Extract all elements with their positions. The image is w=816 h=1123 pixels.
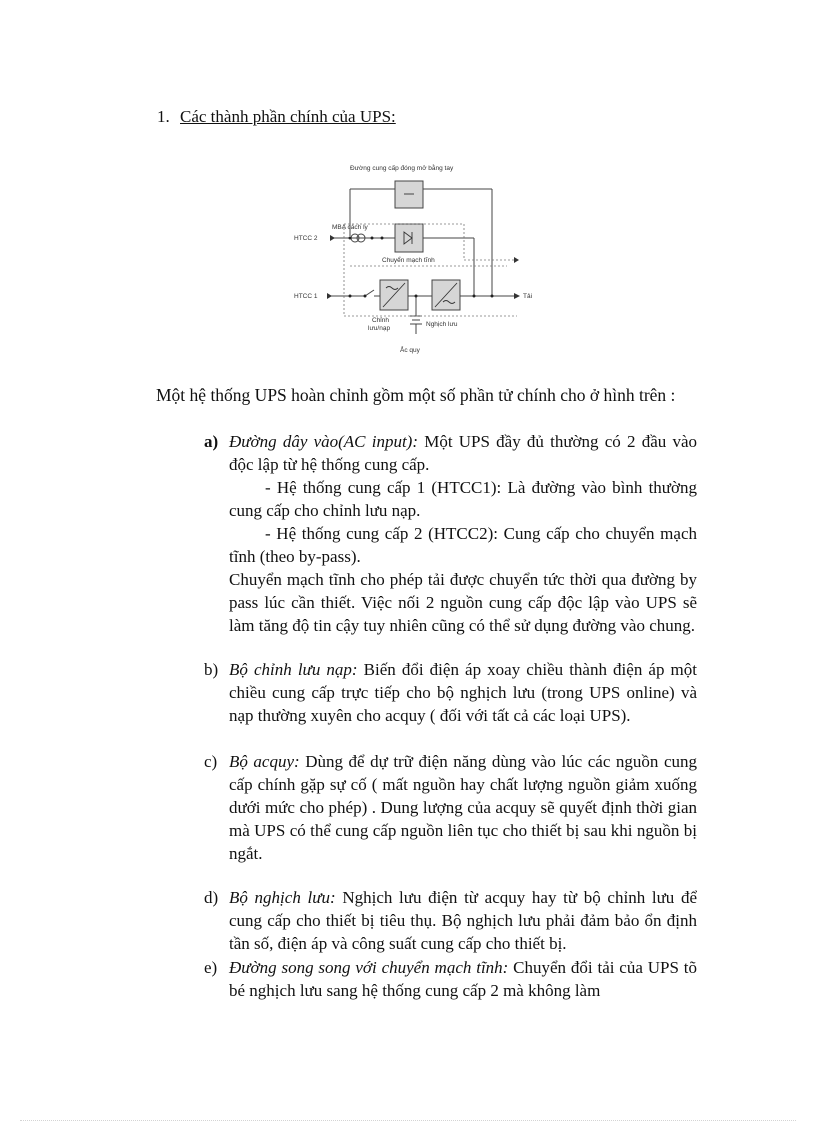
item-text: Biến đổi điện áp xoay chiều thành điện áp một chiều cung cấp trực tiếp cho bộ nghịch lưu (trong UPS online) và nạp thường xuyên cho acquy ( đối với tất cả các loại UPS). <box>229 660 697 725</box>
item-title: Bộ acquy: <box>229 752 300 771</box>
item-sub1: - Hệ thống cung cấp 1 (HTCC1): Là đường vào bình thường cung cấp cho chỉnh lưu nạp. <box>229 478 697 520</box>
item-label: d) <box>204 888 219 907</box>
section-number: 1. <box>157 107 170 126</box>
item-text: Dùng để dự trữ điện năng dùng vào lúc các nguồn cung cấp chính gặp sự cố ( mất nguồn hay chất lượng nguồn giảm xuống dưới mức cho phép) . Dung lượng của acquy sẽ quyết định thời gian mà UPS có thể cung cấp nguồn liên tục cho thiết bị sau khi nguồn bị ngắt. <box>229 752 697 863</box>
item-text: Nghịch lưu điện từ acquy hay từ bộ chỉnh lưu để cung cấp cho thiết bị tiêu thụ. Bộ nghịch lưu phải đảm bảo ổn định tần số, điện áp và công suất cung cấp cho thiết bị. <box>229 888 698 953</box>
list-item-d <box>204 886 697 955</box>
list-item-c <box>204 750 697 865</box>
intro-paragraph: Một hệ thống UPS hoàn chỉnh gồm một số phần tử chính cho ở hình trên : <box>156 385 676 405</box>
section-heading <box>157 107 396 127</box>
item-title: Bộ nghịch lưu: <box>229 888 336 907</box>
item-text: Chuyển đổi tải của UPS tõ bé nghịch lưu sang hệ thống cung cấp 2 mà không làm <box>229 958 697 1000</box>
label-battery: Ắc quy <box>400 347 420 354</box>
item-sub2: - Hệ thống cung cấp 2 (HTCC2): Cung cấp cho chuyển mạch tĩnh (theo by-pass). <box>229 524 697 566</box>
ups-diagram <box>292 156 542 356</box>
label-static-switch: Chuyển mạch tĩnh <box>382 257 435 264</box>
label-htcc2: HTCC 2 <box>294 235 318 242</box>
label-mba: MBA cách ly <box>332 224 368 231</box>
list-item-b <box>204 658 697 727</box>
item-note: Chuyển mạch tĩnh cho phép tải được chuyển tức thời qua đường by pass lúc cần thiết. Việc nối 2 nguồn cung cấp độc lập vào UPS sẽ làm tăng độ tin cậy tuy nhiên cũng có thể sử dụng đường vào chung. <box>229 570 697 635</box>
label-htcc1: HTCC 1 <box>294 293 318 300</box>
section-title: Các thành phần chính của UPS: <box>180 107 396 126</box>
label-inverter: Nghịch lưu <box>426 321 458 328</box>
label-manual-line: Đường cung cấp đóng mở bằng tay <box>350 165 454 172</box>
item-label: a) <box>204 432 219 451</box>
item-label: e) <box>204 958 218 977</box>
list-item-a <box>204 430 697 637</box>
item-title: Đường song song với chuyển mạch tĩnh: <box>229 958 509 977</box>
item-title: Bộ chỉnh lưu nạp: <box>229 660 358 679</box>
page-bottom-divider <box>20 1120 796 1121</box>
item-label: c) <box>204 752 218 771</box>
item-title: Đường dây vào(AC input): <box>229 432 418 451</box>
item-text: Một UPS đầy đủ thường có 2 đầu vào độc lập từ hệ thống cung cấp. <box>229 432 697 474</box>
label-load: Tải <box>523 293 533 300</box>
list-item-e <box>204 956 697 1002</box>
item-label: b) <box>204 660 219 679</box>
label-rectifier-2: lưu/nạp <box>368 325 391 332</box>
label-rectifier: Chỉnh <box>372 317 389 324</box>
